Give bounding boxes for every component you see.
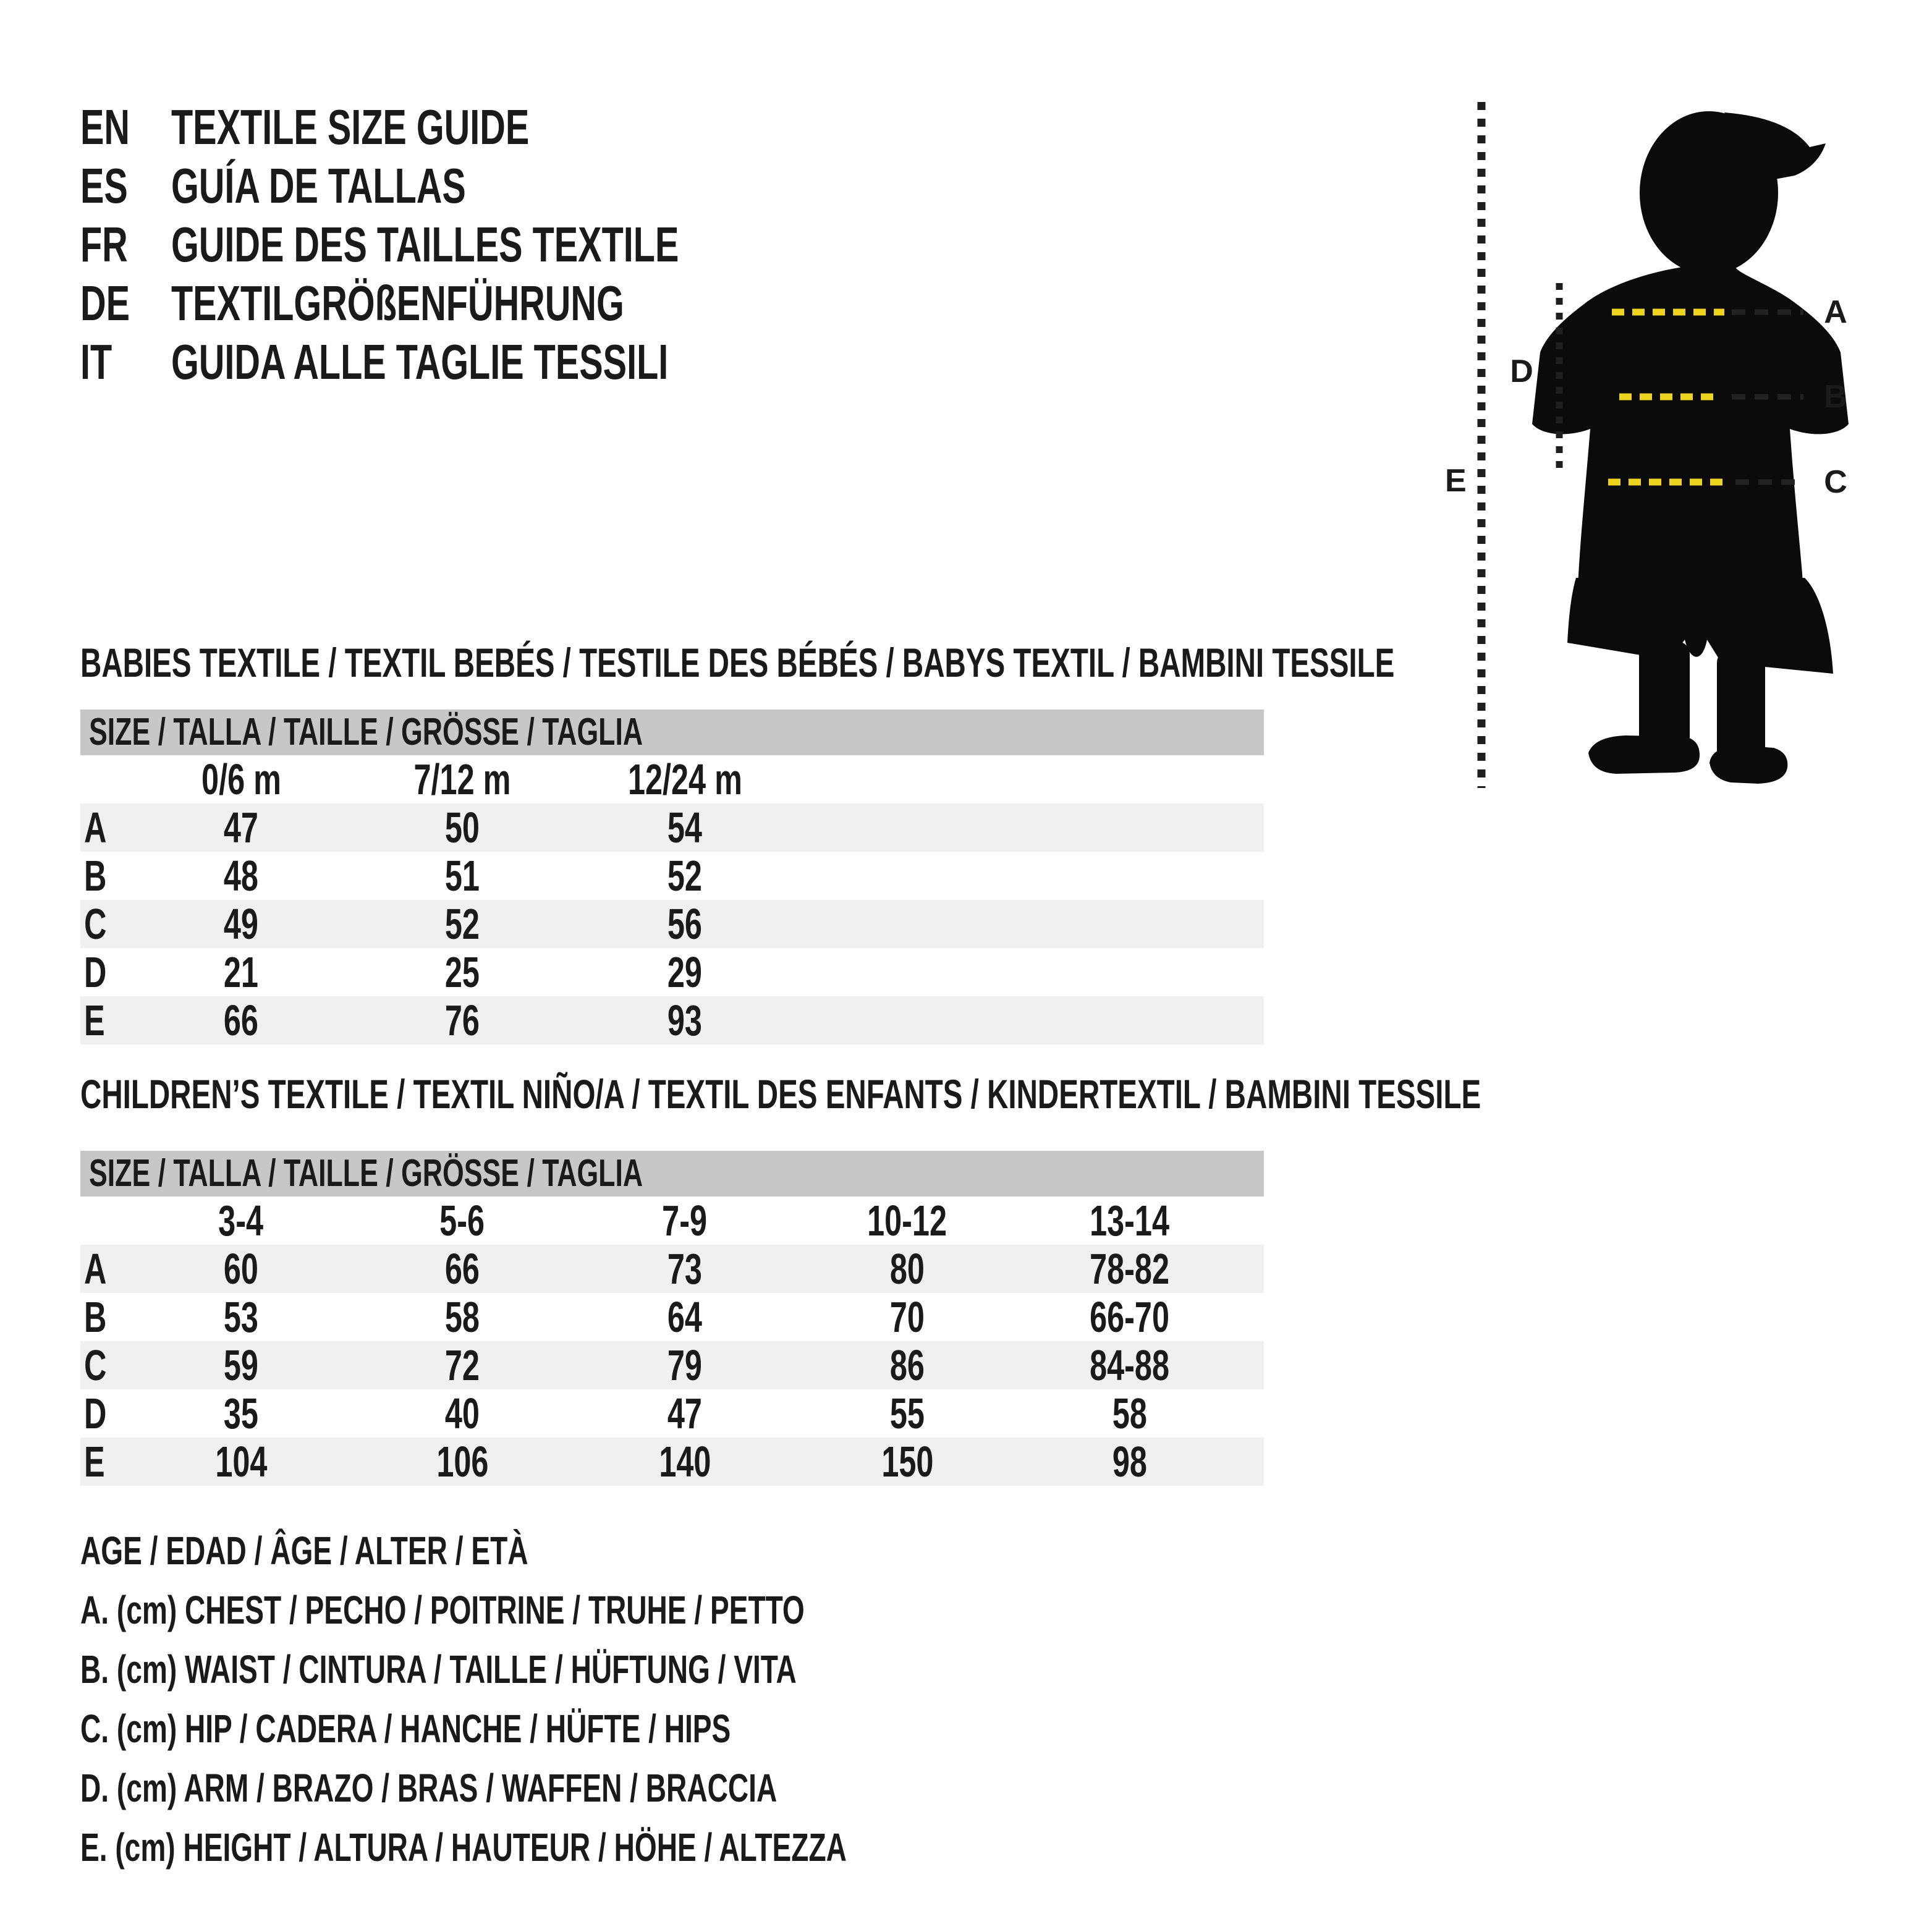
- column-header: 7/12 m: [413, 755, 511, 803]
- table-cell: 66: [444, 1245, 480, 1293]
- language-code: DE: [80, 276, 130, 331]
- table-cell: 58: [1112, 1389, 1148, 1438]
- table-row: [80, 900, 1264, 948]
- table-cell: 25: [444, 948, 480, 996]
- table-cell: 56: [667, 900, 703, 948]
- table-row: [80, 1245, 1264, 1293]
- table-cell: 21: [223, 948, 259, 996]
- language-code: EN: [80, 100, 130, 155]
- children-size-table: [80, 1151, 1264, 1486]
- table-row: [80, 803, 1264, 852]
- column-header: 5-6: [439, 1197, 485, 1245]
- column-header: 7-9: [662, 1197, 708, 1245]
- table-cell: 73: [667, 1245, 703, 1293]
- table-cell: 93: [667, 996, 703, 1044]
- guide-title: TEXTILGRÖßENFÜHRUNG: [171, 276, 624, 331]
- back-shoe: [1710, 745, 1787, 784]
- table-cell: 66: [223, 996, 259, 1044]
- row-label: C: [84, 900, 107, 948]
- table-cell: 140: [658, 1438, 711, 1486]
- table-row: [80, 852, 1264, 900]
- table-cell: 106: [436, 1438, 489, 1486]
- table-cell: 40: [444, 1389, 480, 1438]
- table-cell: 59: [223, 1341, 259, 1389]
- babies-size-header-bar: SIZE / TALLA / TAILLE / GRÖSSE / TAGLIA: [80, 710, 1264, 755]
- legend-line-height: E. (cm) HEIGHT / ALTURA / HAUTEUR / HÖHE / ALTEZZA: [80, 1825, 847, 1870]
- table-cell: 47: [223, 803, 259, 852]
- column-header: 12/24 m: [627, 755, 742, 803]
- table-cell: 54: [667, 803, 703, 852]
- row-label: B: [84, 1293, 107, 1341]
- row-label: D: [84, 948, 107, 996]
- children-section-heading: CHILDREN’S TEXTILE / TEXTIL NIÑO/A / TEXTIL DES ENFANTS / KINDERTEXTIL / BAMBINI TESSILE: [80, 1071, 1481, 1117]
- legend-line-chest: A. (cm) CHEST / PECHO / POITRINE / TRUHE / PETTO: [80, 1588, 805, 1632]
- table-cell: 53: [223, 1293, 259, 1341]
- row-label: A: [84, 803, 107, 852]
- column-header: 10-12: [867, 1197, 947, 1245]
- guide-title: GUÍA DE TALLAS: [171, 158, 466, 213]
- table-cell: 52: [444, 900, 480, 948]
- table-row: [80, 948, 1264, 996]
- table-row: [80, 1389, 1264, 1438]
- table-row: [80, 1438, 1264, 1486]
- legend-line-hip: C. (cm) HIP / CADERA / HANCHE / HÜFTE / HIPS: [80, 1706, 731, 1751]
- babies-column-headers: [80, 755, 1264, 803]
- table-cell: 60: [223, 1245, 259, 1293]
- label-height: E: [1445, 463, 1467, 499]
- row-label: E: [84, 996, 105, 1044]
- table-cell: 48: [223, 852, 259, 900]
- table-cell: 70: [889, 1293, 925, 1341]
- table-row: [80, 1341, 1264, 1389]
- table-cell: 150: [881, 1438, 934, 1486]
- legend-line-arm: D. (cm) ARM / BRAZO / BRAS / WAFFEN / BRACCIA: [80, 1766, 777, 1810]
- table-cell: 64: [667, 1293, 703, 1341]
- column-header: 0/6 m: [201, 755, 281, 803]
- guide-title: GUIDA ALLE TAGLIE TESSILI: [171, 334, 669, 389]
- table-cell: 76: [444, 996, 480, 1044]
- children-size-header-bar: SIZE / TALLA / TAILLE / GRÖSSE / TAGLIA: [80, 1151, 1264, 1197]
- table-row: [80, 996, 1264, 1044]
- legend-line-age: AGE / EDAD / ÂGE / ALTER / ETÀ: [80, 1528, 528, 1573]
- table-cell: 86: [889, 1341, 925, 1389]
- children-column-headers: [80, 1197, 1264, 1245]
- child-measurement-figure: [1440, 87, 1873, 797]
- front-shoe: [1588, 735, 1700, 774]
- table-cell: 58: [444, 1293, 480, 1341]
- table-cell: 47: [667, 1389, 703, 1438]
- table-cell: 98: [1112, 1438, 1148, 1486]
- guide-title: TEXTILE SIZE GUIDE: [171, 100, 530, 155]
- table-row: [80, 1293, 1264, 1341]
- table-cell: 35: [223, 1389, 259, 1438]
- table-cell: 104: [214, 1438, 268, 1486]
- table-cell: 84-88: [1090, 1341, 1170, 1389]
- label-waist: B: [1824, 379, 1847, 415]
- label-arm: D: [1510, 354, 1533, 389]
- table-cell: 51: [444, 852, 480, 900]
- row-label: D: [84, 1389, 107, 1438]
- table-cell: 78-82: [1090, 1245, 1170, 1293]
- language-code: FR: [80, 217, 128, 272]
- babies-section-heading: BABIES TEXTILE / TEXTIL BEBÉS / TESTILE DES BÉBÉS / BABYS TEXTIL / BAMBINI TESSILE: [80, 640, 1395, 685]
- row-label: A: [84, 1245, 107, 1293]
- table-cell: 79: [667, 1341, 703, 1389]
- row-label: C: [84, 1341, 107, 1389]
- table-cell: 55: [889, 1389, 925, 1438]
- column-header: 13-14: [1090, 1197, 1170, 1245]
- babies-size-table: [80, 710, 1264, 1044]
- row-label: E: [84, 1438, 105, 1486]
- table-cell: 49: [223, 900, 259, 948]
- table-cell: 50: [444, 803, 480, 852]
- table-cell: 66-70: [1090, 1293, 1170, 1341]
- table-cell: 80: [889, 1245, 925, 1293]
- label-hip: C: [1824, 464, 1847, 500]
- label-chest: A: [1824, 294, 1847, 330]
- row-label: B: [84, 852, 107, 900]
- guide-title: GUIDE DES TAILLES TEXTILE: [171, 217, 679, 272]
- language-code: ES: [80, 158, 128, 213]
- table-cell: 52: [667, 852, 703, 900]
- table-cell: 72: [444, 1341, 480, 1389]
- table-cell: 29: [667, 948, 703, 996]
- column-header: 3-4: [218, 1197, 264, 1245]
- legend-line-waist: B. (cm) WAIST / CINTURA / TAILLE / HÜFTUNG / VITA: [80, 1647, 797, 1692]
- language-code: IT: [80, 334, 112, 389]
